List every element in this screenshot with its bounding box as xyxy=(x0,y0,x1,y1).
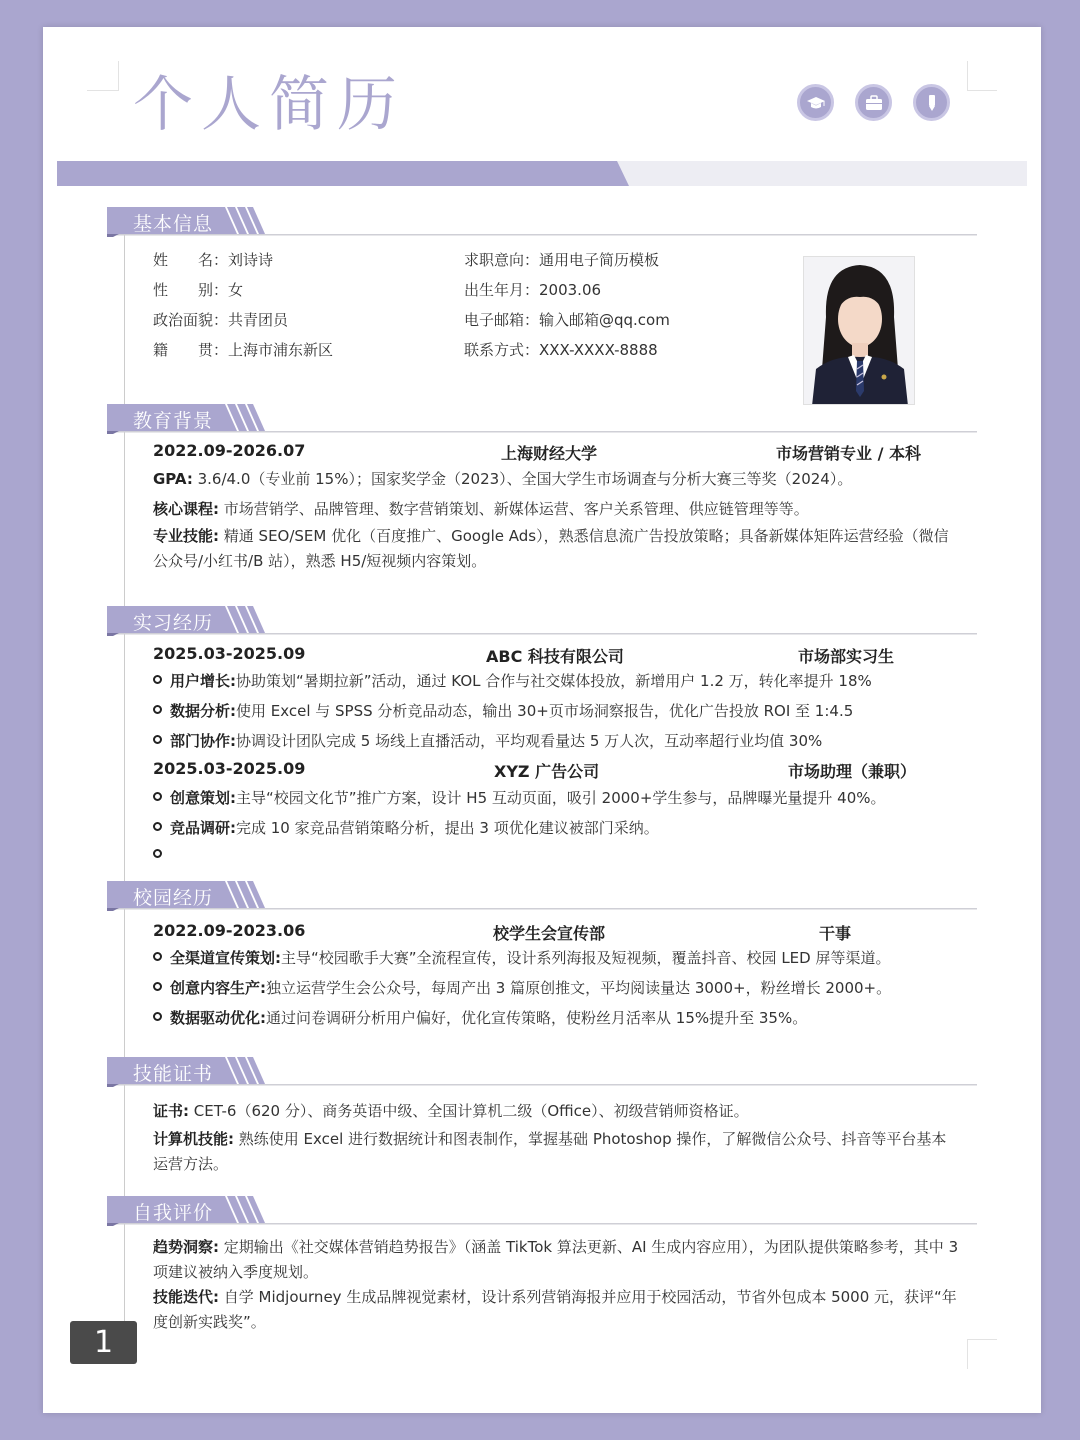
internship-2-org: XYZ 广告公司 xyxy=(494,762,600,781)
bullet-text: 协助策划“暑期拉新”活动，通过 KOL 合作与社交媒体投放，新增用户 1.2 万，转化率提升 18% xyxy=(236,672,872,690)
courses-line xyxy=(153,498,809,519)
campus-bullet-3 xyxy=(153,1007,807,1028)
profile-photo xyxy=(803,256,915,405)
internship-2-bullet-1 xyxy=(153,787,886,808)
skill-iteration-paragraph xyxy=(153,1285,959,1335)
politics-field: 政治面貌：共青团员 xyxy=(153,311,289,329)
major-skills-label: 专业技能: xyxy=(153,527,219,545)
major-skills-text: 精通 SEO/SEM 优化（百度推广、Google Ads），熟悉信息流广告投放策略；具备新媒体矩阵运营经验（微信公众号/小红书/B 站），熟悉 H5/短视频内容策划。 xyxy=(153,527,949,570)
trend-insight-label: 趋势洞察: xyxy=(153,1238,219,1256)
internship-1-bullet-3 xyxy=(153,730,822,751)
major-skills-paragraph xyxy=(153,524,959,574)
internship-1-role: 市场部实习生 xyxy=(798,647,895,666)
section-header-basic xyxy=(107,207,977,237)
campus-org: 校学生会宣传部 xyxy=(493,924,606,943)
section-title: 实习经历 xyxy=(133,612,214,634)
corner-mark-top-right xyxy=(967,61,997,91)
pen-icon xyxy=(913,84,950,121)
section-title: 教育背景 xyxy=(133,410,214,432)
internship-2-bullet-3 xyxy=(153,846,170,864)
page-number-badge: 1 xyxy=(70,1321,137,1364)
education-date: 2022.09-2026.07 xyxy=(153,441,306,460)
bullet-text: 协调设计团队完成 5 场线上直播活动，平均观看量达 5 万人次，互动率超行业均值 30% xyxy=(236,732,823,750)
origin-field: 籍 贯：上海市浦东新区 xyxy=(153,341,334,359)
header-divider-band xyxy=(57,161,1027,186)
courses-text: 市场营销学、品牌管理、数字营销策划、新媒体运营、客户关系管理、供应链管理等等。 xyxy=(223,500,809,518)
gender-field: 性 别：女 xyxy=(153,281,244,299)
computer-skills-text: 熟练使用 Excel 进行数据统计和图表制作，掌握基础 Photoshop 操作，了解微信公众号、抖音等平台基本运营方法。 xyxy=(153,1130,947,1173)
resume-page xyxy=(43,27,1041,1413)
intent-field: 求职意向：通用电子简历模板 xyxy=(464,251,660,269)
bullet-label: 全渠道宣传策划: xyxy=(170,949,281,967)
education-major: 市场营销专业 / 本科 xyxy=(776,444,921,463)
certificates-label: 证书: xyxy=(153,1102,189,1120)
campus-bullet-2 xyxy=(153,977,891,998)
education-school: 上海财经大学 xyxy=(501,444,598,463)
skill-iteration-text: 自学 Midjourney 生成品牌视觉素材，设计系列营销海报并应用于校园活动，节省外包成本 5000 元，获评“年度创新实践奖”。 xyxy=(153,1288,957,1331)
bullet-label: 创意策划: xyxy=(170,789,236,807)
header-icons xyxy=(797,84,950,121)
internship-1-bullet-2 xyxy=(153,700,853,721)
computer-skills-label: 计算机技能: xyxy=(153,1130,234,1148)
courses-label: 核心课程: xyxy=(153,500,219,518)
bullet-label: 用户增长: xyxy=(170,672,236,690)
bullet-label: 数据分析: xyxy=(170,702,236,720)
section-header-internship xyxy=(107,606,977,636)
section-header-skills xyxy=(107,1057,977,1087)
section-title: 校园经历 xyxy=(133,887,214,909)
gpa-label: GPA: xyxy=(153,470,193,488)
internship-2-role: 市场助理（兼职） xyxy=(788,762,917,781)
internship-1-org: ABC 科技有限公司 xyxy=(486,647,624,666)
section-header-campus xyxy=(107,881,977,911)
section-title: 技能证书 xyxy=(133,1063,214,1085)
internship-1-bullet-1 xyxy=(153,670,872,691)
briefcase-icon xyxy=(855,84,892,121)
internship-2-bullet-2 xyxy=(153,817,659,838)
bullet-text: 使用 Excel 与 SPSS 分析竞品动态，输出 30+页市场洞察报告，优化广告投放 ROI 至 1:4.5 xyxy=(236,702,854,720)
bullet-text: 完成 10 家竞品营销策略分析，提出 3 项优化建议被部门采纳。 xyxy=(236,819,659,837)
internship-2-date: 2025.03-2025.09 xyxy=(153,759,306,778)
corner-mark-bottom-right xyxy=(967,1339,997,1369)
trend-insight-paragraph xyxy=(153,1235,959,1285)
section-header-education xyxy=(107,404,977,434)
bullet-text: 通过问卷调研分析用户偏好，优化宣传策略，使粉丝月活率从 15%提升至 35%。 xyxy=(266,1009,808,1027)
bullet-label: 部门协作: xyxy=(170,732,236,750)
campus-role: 干事 xyxy=(819,924,852,943)
bullet-text: 主导“校园文化节”推广方案，设计 H5 互动页面，吸引 2000+学生参与，品牌曝光量提升 40%。 xyxy=(236,789,886,807)
campus-date: 2022.09-2023.06 xyxy=(153,921,306,940)
bullet-text: 主导“校园歌手大赛”全流程宣传，设计系列海报及短视频，覆盖抖音、校园 LED 屏等渠道。 xyxy=(281,949,891,967)
trend-insight-text: 定期输出《社交媒体营销趋势报告》（涵盖 TikTok 算法更新、AI 生成内容应用），为团队提供策略参考，其中 3 项建议被纳入季度规划。 xyxy=(153,1238,959,1281)
email-field: 电子邮箱：输入邮箱@qq.com xyxy=(464,311,670,329)
phone-field: 联系方式：XXX-XXXX-8888 xyxy=(464,341,658,359)
bullet-label: 竞品调研: xyxy=(170,819,236,837)
computer-skills-paragraph xyxy=(153,1127,959,1177)
section-title: 基本信息 xyxy=(133,213,214,235)
certificates-text: CET-6（620 分）、商务英语中级、全国计算机二级（Office）、初级营销师资格证。 xyxy=(193,1102,749,1120)
section-header-self xyxy=(107,1196,977,1226)
resume-title: 个人简历 xyxy=(133,70,405,140)
campus-bullet-1 xyxy=(153,947,890,968)
name-field: 姓 名：刘诗诗 xyxy=(153,251,274,269)
timeline-line xyxy=(124,227,125,1337)
birth-field: 出生年月：2003.06 xyxy=(464,281,602,299)
skill-iteration-label: 技能迭代: xyxy=(153,1288,219,1306)
corner-mark-top-left xyxy=(87,61,119,91)
gpa-line xyxy=(153,468,852,489)
gpa-text: 3.6/4.0（专业前 15%）；国家奖学金（2023）、全国大学生市场调查与分析大赛三等奖（2024）。 xyxy=(197,470,853,488)
bullet-label: 创意内容生产: xyxy=(170,979,266,997)
section-title: 自我评价 xyxy=(133,1202,214,1224)
graduation-cap-icon xyxy=(797,84,834,121)
bullet-label: 数据驱动优化: xyxy=(170,1009,266,1027)
bullet-text: 独立运营学生会公众号，每周产出 3 篇原创推文，平均阅读量达 3000+，粉丝增长 2000+。 xyxy=(266,979,892,997)
internship-1-date: 2025.03-2025.09 xyxy=(153,644,306,663)
certificates-line xyxy=(153,1100,749,1121)
